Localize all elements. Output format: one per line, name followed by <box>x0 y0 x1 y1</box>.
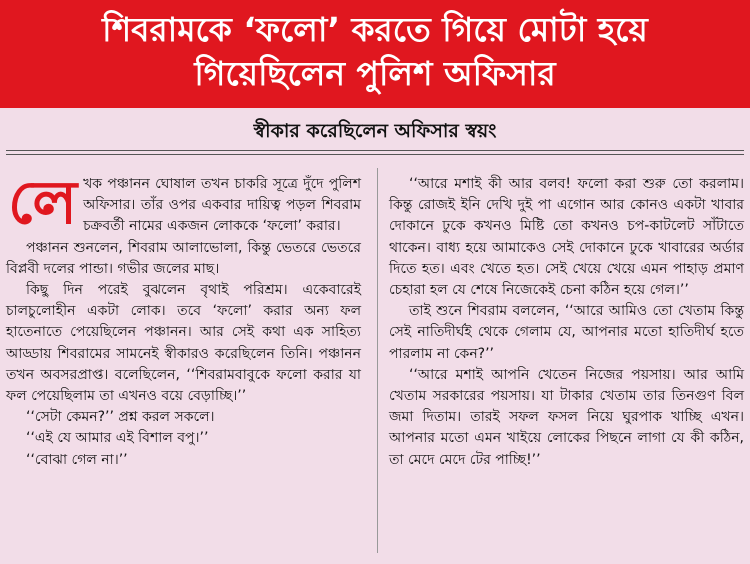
article-paragraph: ‘‘সেটা কেমন?’’ প্রশ্ন করল সকলে। <box>26 409 215 426</box>
article-paragraph: ‘‘এই যে আমার এই বিশাল বপু।’’ <box>26 430 209 447</box>
article-paragraph: খক পঞ্চানন ঘোষাল তখন চাকরি সূত্রে দুঁদে পুলিশ অফিসার। তাঁর ওপর একবার দায়িত্ব পড়ল শিবরাম চক্রবর্তী নামের একজন লোককে ‘ফলো’ করার। <box>83 176 361 235</box>
divider-top <box>6 150 744 151</box>
article-paragraph: ‘‘আরে মশাই আপনি খেতেন নিজের পয়সায়। আর আমি খেতাম সরকারের পয়সায়। যা টাকার খেতাম তার তিনগুণ বিল জমা দিতাম। তারই সফল ফসল নিয়ে ঘুরপাক খাচ্ছি এখন। আপনার মতো এমন খাইয়ে লোকের পিছনে লাগা যে কী কঠিন, তা মেদে মেদে টের পাচ্ছি!’’ <box>389 366 744 468</box>
article-paragraph: তাই শুনে শিবরাম বললেন, ‘‘আরে আমিও তো খেতাম কিন্তু সেই নাতিদীর্ঘই থেকে গেলাম যে, আপনার মতো হাতিদীর্ঘ হতে পারলাম না কেন?’’ <box>389 303 744 362</box>
subheadline: স্বীকার করেছিলেন অফিসার স্বয়ং <box>253 120 497 142</box>
article-paragraph: ‘‘বোঝা গেল না।’’ <box>26 451 128 468</box>
drop-cap: লে <box>8 168 78 238</box>
column-divider <box>377 168 378 553</box>
article-paragraph: ‘‘আরে মশাই কী আর বলব! ফলো করা শুরু তো করলাম। কিন্তু রোজই ইনি দেখি দুই পা এগোন আর কোনও একটা খাবার দোকানে ঢুকে কখনও মিষ্টি তো কখনও চপ-কাটলেট সাঁটাতে থাকেন। বাধ্য হয়ে আমাকেও সেই দোকানে ঢুকে খাবারের অর্ডার দিতে হত। এবং খেতে হত। সেই খেয়ে খেয়ে এমন পাহাড় প্রমাণ চেহারা হল যে শেষে নিজেকেই চেনা কঠিন হয়ে গেল।’’ <box>389 176 744 299</box>
article-paragraph: পঞ্চানন শুনলেন, শিবরাম আলাভোলা, কিন্তু ভেতরে ভেতরে বিপ্লবী দলের পান্ডা। গভীর জলের মাছ। <box>6 239 361 277</box>
headline-banner <box>0 0 750 108</box>
article-left-column <box>6 168 361 471</box>
subheadline-block <box>0 108 750 160</box>
headline-line-1: শিবরামকে ‘ফলো’ করতে গিয়ে মোটা হয়ে <box>102 10 648 49</box>
divider-bottom <box>6 154 744 155</box>
article-paragraph: কিছু দিন পরেই বুঝলেন বৃথাই পরিশ্রম। একেবারেই চালচুলোহীন একটা লোক। তবে ‘ফলো’ করার অন্য ফল হাতেনাতে পেয়েছিলেন পঞ্চানন। আর সেই কথা এক সাহিত্য আড্ডায় শিবরামের সামনেই স্বীকারও করেছিলেন তিনি। পঞ্চানন তখন অবসরপ্রাপ্ত। বলেছিলেন, ‘‘শিবরামবাবুকে ফলো করার যা ফল পেয়েছিলাম তা এখনও বয়ে বেড়াচ্ছি।’’ <box>6 282 361 405</box>
article-right-column <box>389 174 744 471</box>
headline-line-2: গিয়েছিলেন পুলিশ অফিসার <box>194 54 556 93</box>
